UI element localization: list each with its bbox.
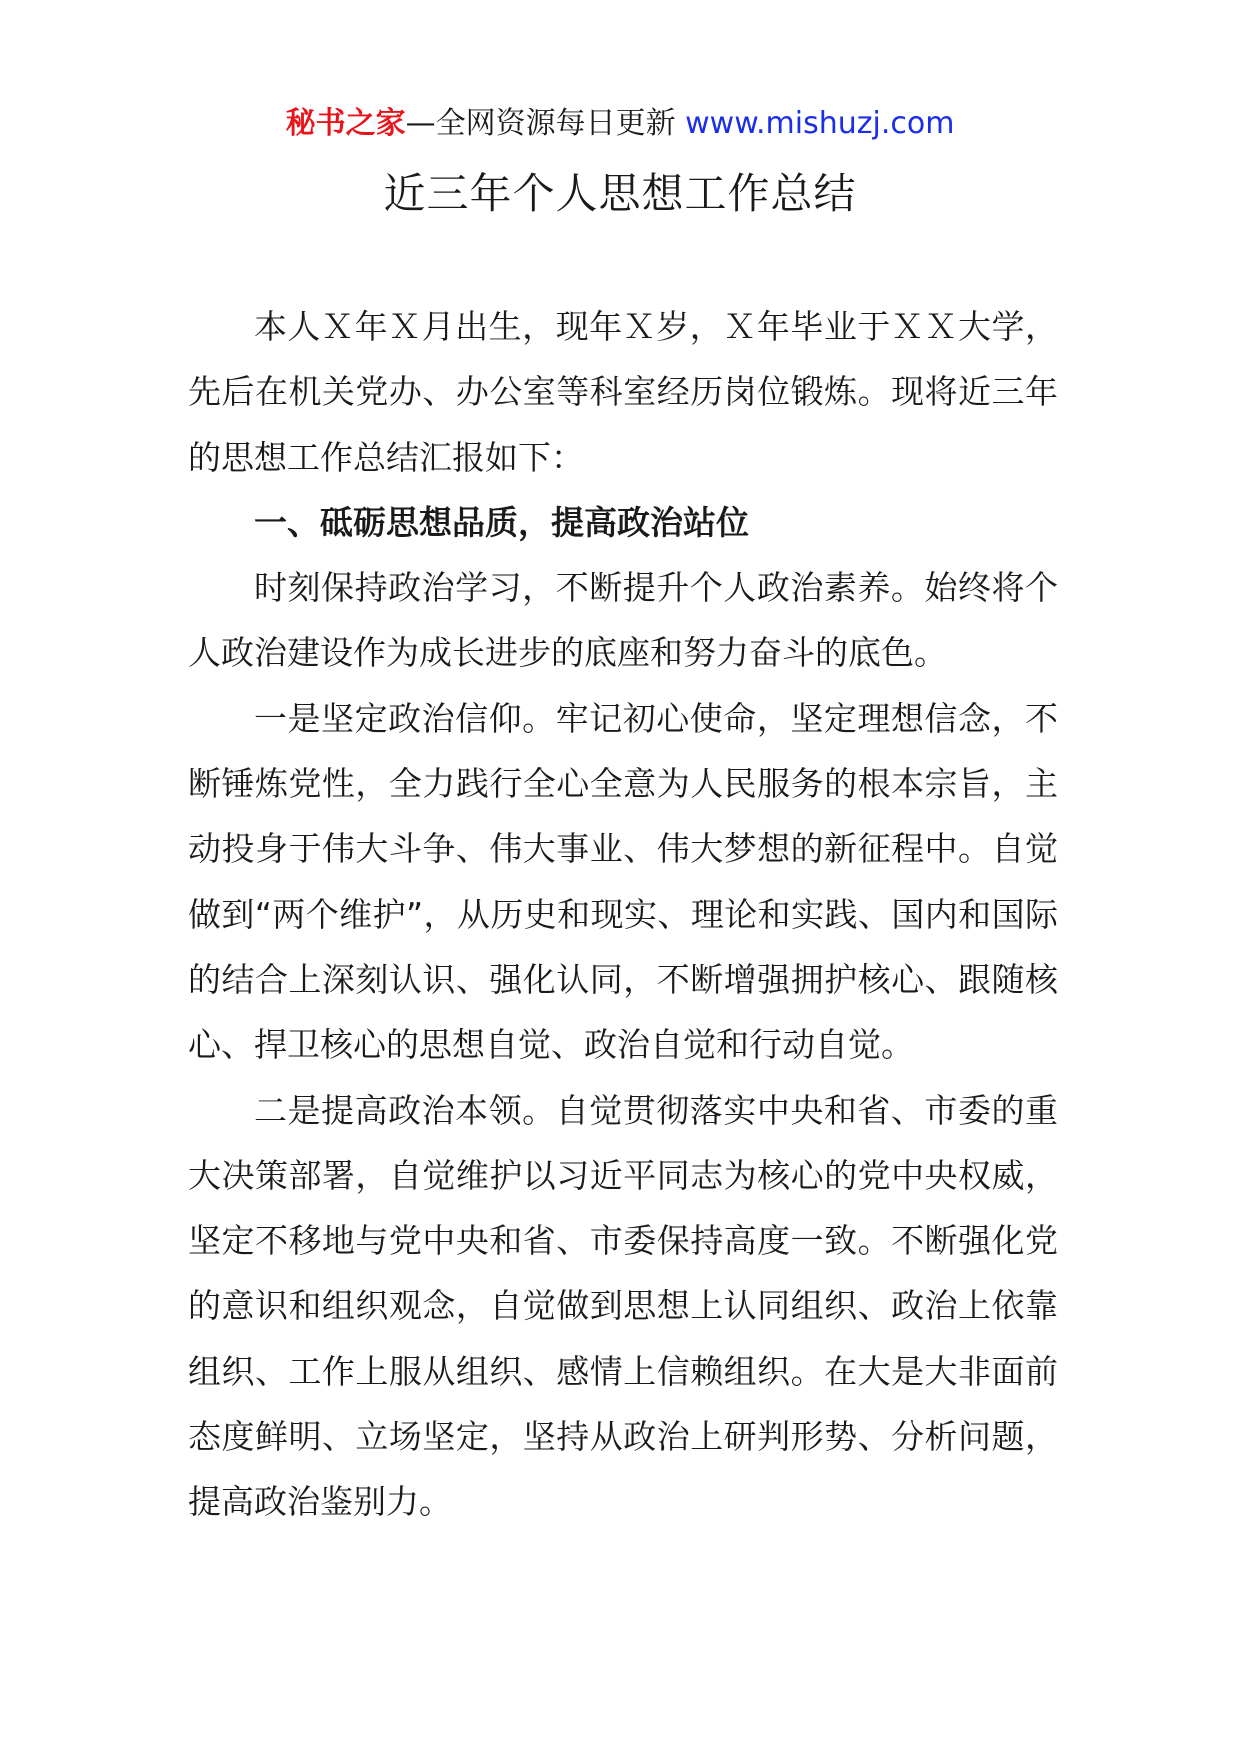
document-body <box>188 294 1058 1535</box>
intro-paragraph: 本人Ｘ年Ｘ月出生，现年Ｘ岁，Ｘ年毕业于ＸＸ大学，先后在机关党办、办公室等科室经历岗位锻炼。现将近三年的思想工作总结汇报如下： <box>188 307 1058 477</box>
body-paragraph: 二是提高政治本领。自觉贯彻落实中央和省、市委的重大决策部署，自觉维护以习近平同志为核心的党中央权威，坚定不移地与党中央和省、市委保持高度一致。不断强化党的意识和组织观念，自觉做到思想上认同组织、政治上依靠组织、工作上服从组织、感情上信赖组织。在大是大非面前态度鲜明、立场坚定，坚持从政治上研判形势、分析问题，提高政治鉴别力。 <box>188 1090 1058 1522</box>
document-title: 近三年个人思想工作总结 <box>383 169 857 218</box>
section-heading: 一、砥砺思想品质，提高政治站位 <box>254 502 749 542</box>
site-url-link[interactable]: www.mishuzj.com <box>685 106 955 141</box>
body-paragraph: 时刻保持政治学习，不断提升个人政治素养。始终将个人政治建设作为成长进步的底座和努力奋斗的底色。 <box>188 568 1058 673</box>
brand-name: 秘书之家 <box>285 106 406 141</box>
site-header <box>0 102 1240 146</box>
header-slogan: —全网资源每日更新 <box>405 106 686 141</box>
body-paragraph: 一是坚定政治信仰。牢记初心使命，坚定理想信念，不断锤炼党性，全力践行全心全意为人民服务的根本宗旨，主动投身于伟大斗争、伟大事业、伟大梦想的新征程中。自觉做到“两个维护”，从历史和现实、理论和实践、国内和国际的结合上深刻认识、强化认同，不断增强拥护核心、跟随核心、捍卫核心的思想自觉、政治自觉和行动自觉。 <box>188 698 1058 1065</box>
